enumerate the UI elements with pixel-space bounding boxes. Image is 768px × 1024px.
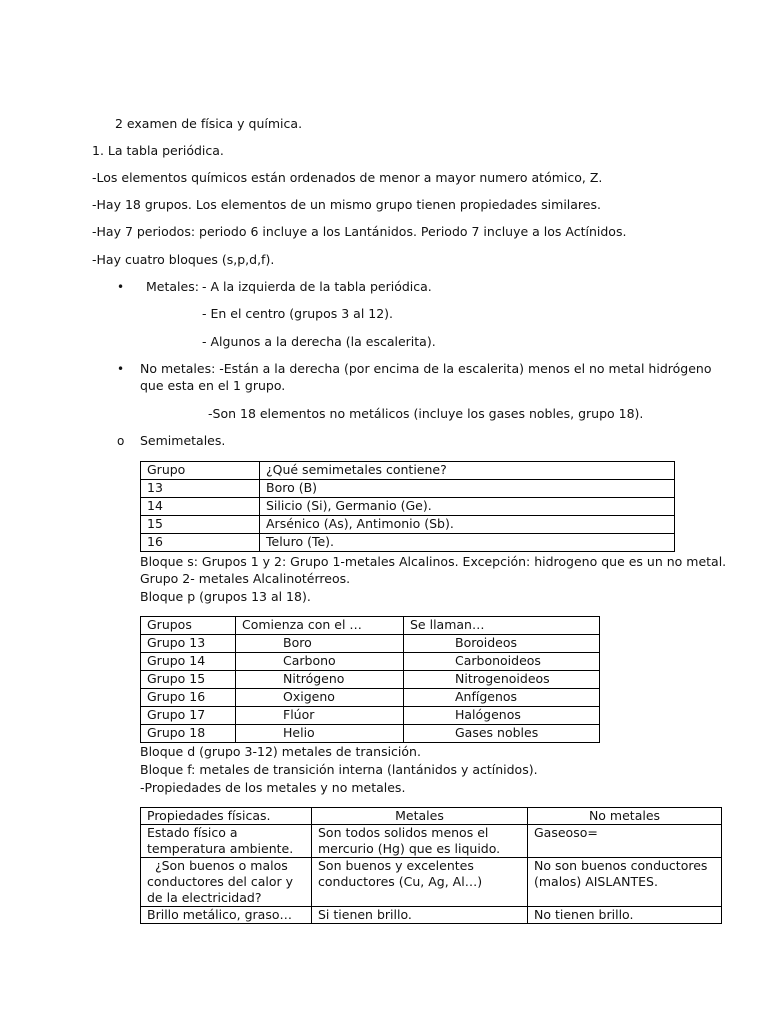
table-cell: 15 bbox=[141, 516, 260, 534]
table-row bbox=[141, 825, 722, 858]
table-cell: Grupo 13 bbox=[141, 635, 236, 653]
table-row bbox=[141, 707, 600, 725]
table-row bbox=[141, 689, 600, 707]
table-row bbox=[141, 534, 675, 552]
table-row bbox=[141, 725, 600, 743]
table-cell: Helio bbox=[236, 725, 404, 743]
list-item: - A la izquierda de la tabla periódica. bbox=[202, 279, 432, 294]
table-cell: Grupo 17 bbox=[141, 707, 236, 725]
table-header: Grupos bbox=[141, 617, 236, 635]
table-cell: Oxigeno bbox=[236, 689, 404, 707]
paragraph: Bloque d (grupo 3-12) metales de transición. bbox=[140, 744, 421, 759]
table-cell: Carbono bbox=[236, 653, 404, 671]
table-cell: 13 bbox=[141, 480, 260, 498]
bloque-p-table bbox=[140, 616, 600, 743]
list-item: -Son 18 elementos no metálicos (incluye los gases nobles, grupo 18). bbox=[208, 406, 644, 421]
table-cell: ¿Son buenos o malos conductores del calor y de la electricidad? bbox=[141, 858, 312, 907]
metales-label: Metales: bbox=[146, 279, 199, 294]
table-row bbox=[141, 858, 722, 907]
bullet-icon: • bbox=[117, 362, 125, 376]
table-header: Grupo bbox=[141, 462, 260, 480]
table-cell: Son buenos y excelentes conductores (Cu, Ag, Al…) bbox=[312, 858, 528, 907]
table-cell: Carbonoideos bbox=[404, 653, 600, 671]
table-header-row bbox=[141, 808, 722, 825]
table-cell: Nitrógeno bbox=[236, 671, 404, 689]
table-header: Metales bbox=[312, 808, 528, 825]
table-cell: 14 bbox=[141, 498, 260, 516]
table-header-row bbox=[141, 462, 675, 480]
table-cell: 16 bbox=[141, 534, 260, 552]
table-cell: Nitrogenoideos bbox=[404, 671, 600, 689]
table-cell: Gases nobles bbox=[404, 725, 600, 743]
table-header: No metales bbox=[528, 808, 722, 825]
table-cell: No son buenos conductores (malos) AISLANTES. bbox=[528, 858, 722, 907]
table-cell: Brillo metálico, graso… bbox=[141, 907, 312, 924]
table-header: ¿Qué semimetales contiene? bbox=[260, 462, 675, 480]
table-cell: Grupo 15 bbox=[141, 671, 236, 689]
table-row bbox=[141, 653, 600, 671]
list-item: No metales: -Están a la derecha (por encima de la escalerita) menos el no metal hidrógeno bbox=[140, 361, 712, 376]
table-cell: Anfígenos bbox=[404, 689, 600, 707]
table-cell: Halógenos bbox=[404, 707, 600, 725]
list-item: - En el centro (grupos 3 al 12). bbox=[202, 306, 394, 321]
table-row bbox=[141, 635, 600, 653]
table-row bbox=[141, 516, 675, 534]
table-header: Se llaman… bbox=[404, 617, 600, 635]
table-cell: Son todos solidos menos el mercurio (Hg) que es liquido. bbox=[312, 825, 528, 858]
table-cell: Boro bbox=[236, 635, 404, 653]
table-cell: Silicio (Si), Germanio (Ge). bbox=[260, 498, 675, 516]
bullet-icon: • bbox=[117, 280, 125, 294]
table-cell: Si tienen brillo. bbox=[312, 907, 528, 924]
paragraph: -Hay 18 grupos. Los elementos de un mismo grupo tienen propiedades similares. bbox=[92, 197, 601, 212]
table-cell: Arsénico (As), Antimonio (Sb). bbox=[260, 516, 675, 534]
table-cell: Gaseoso= bbox=[528, 825, 722, 858]
table-row bbox=[141, 480, 675, 498]
table-cell: Teluro (Te). bbox=[260, 534, 675, 552]
paragraph: Bloque s: Grupos 1 y 2: Grupo 1-metales Alcalinos. Excepción: hidrogeno que es un no metal. bbox=[140, 554, 727, 569]
paragraph: -Los elementos químicos están ordenados de menor a mayor numero atómico, Z. bbox=[92, 170, 603, 185]
table-header: Comienza con el … bbox=[236, 617, 404, 635]
list-item: Semimetales. bbox=[140, 433, 226, 448]
propiedades-table bbox=[140, 807, 722, 924]
table-header-row bbox=[141, 617, 600, 635]
paragraph: -Hay 7 periodos: periodo 6 incluye a los Lantánidos. Periodo 7 incluye a los Actínidos. bbox=[92, 224, 627, 239]
table-cell: Boro (B) bbox=[260, 480, 675, 498]
list-item: - Algunos a la derecha (la escalerita). bbox=[202, 334, 436, 349]
semimetales-table bbox=[140, 461, 675, 552]
paragraph: -Propiedades de los metales y no metales. bbox=[140, 780, 406, 795]
table-cell: Grupo 18 bbox=[141, 725, 236, 743]
paragraph: Bloque f: metales de transición interna (lantánidos y actínidos). bbox=[140, 762, 538, 777]
table-row bbox=[141, 907, 722, 924]
table-row bbox=[141, 671, 600, 689]
paragraph: Grupo 2- metales Alcalinotérreos. bbox=[140, 571, 351, 586]
table-header: Propiedades físicas. bbox=[141, 808, 312, 825]
table-cell: Grupo 14 bbox=[141, 653, 236, 671]
table-cell: Boroideos bbox=[404, 635, 600, 653]
table-cell: No tienen brillo. bbox=[528, 907, 722, 924]
table-row bbox=[141, 498, 675, 516]
section-heading: 1. La tabla periódica. bbox=[92, 143, 224, 158]
paragraph: -Hay cuatro bloques (s,p,d,f). bbox=[92, 252, 275, 267]
table-cell: Estado físico a temperatura ambiente. bbox=[141, 825, 312, 858]
circle-bullet-icon: o bbox=[117, 434, 125, 448]
doc-title: 2 examen de física y química. bbox=[115, 116, 303, 131]
table-cell: Flúor bbox=[236, 707, 404, 725]
list-item: que esta en el 1 grupo. bbox=[140, 378, 286, 393]
paragraph: Bloque p (grupos 13 al 18). bbox=[140, 589, 311, 604]
table-cell: Grupo 16 bbox=[141, 689, 236, 707]
